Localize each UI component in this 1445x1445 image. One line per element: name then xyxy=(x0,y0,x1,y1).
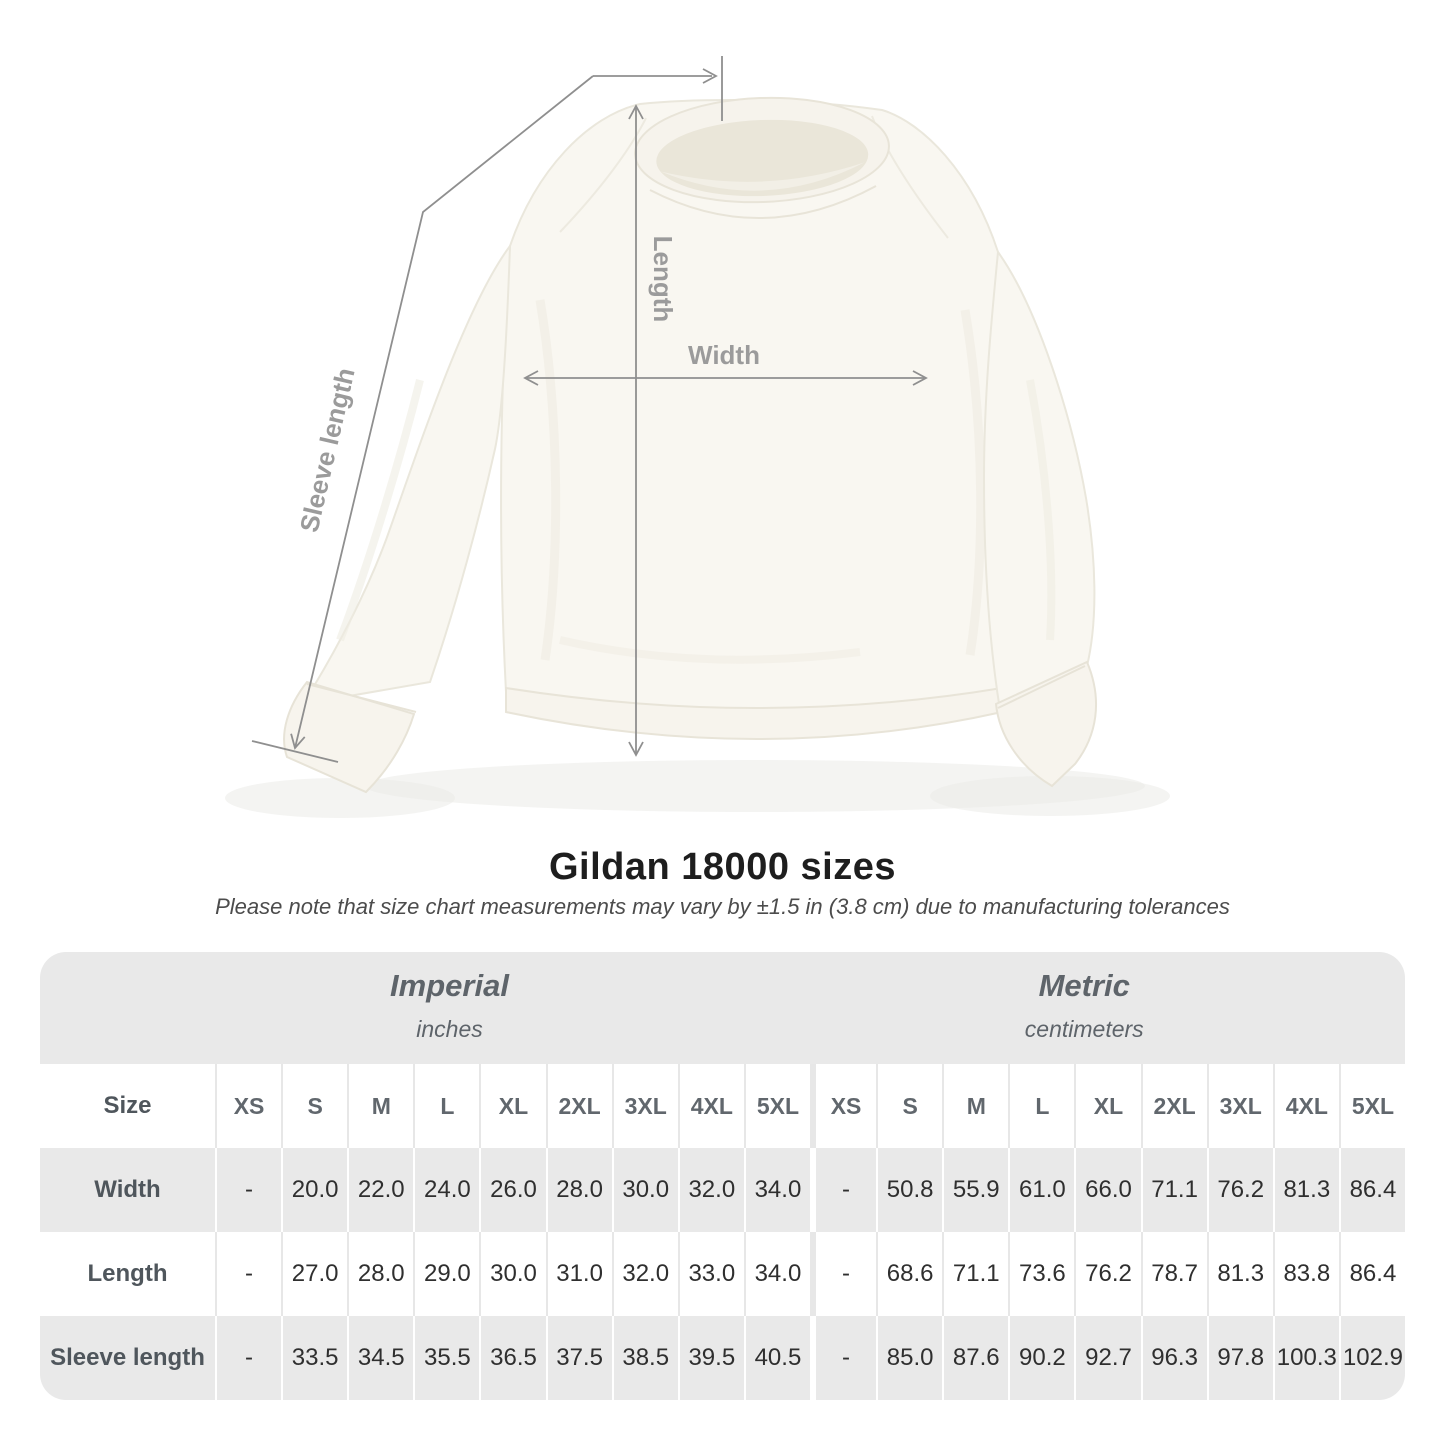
table-cell: 31.0 xyxy=(546,1232,612,1316)
table-cell: 78.7 xyxy=(1141,1232,1207,1316)
table-row xyxy=(40,1148,1405,1232)
table-cell: - xyxy=(215,1148,281,1232)
table-header-row xyxy=(40,1064,1405,1148)
table-cell: 71.1 xyxy=(942,1232,1008,1316)
imperial-group-header xyxy=(390,968,509,1043)
row-label: Sleeve length xyxy=(50,1344,205,1371)
table-cell: 40.5 xyxy=(744,1316,810,1400)
table-cell: 61.0 xyxy=(1008,1148,1074,1232)
table-cell: 30.0 xyxy=(612,1148,678,1232)
metric-group-label: Metric xyxy=(1038,968,1130,1003)
table-cell: 97.8 xyxy=(1207,1316,1273,1400)
table-cell: 81.3 xyxy=(1207,1232,1273,1316)
table-cell: 92.7 xyxy=(1074,1316,1140,1400)
table-cell: 50.8 xyxy=(876,1148,942,1232)
size-header-metric-S: S xyxy=(876,1064,942,1148)
table-cell: 33.0 xyxy=(678,1232,744,1316)
table-cell: 83.8 xyxy=(1273,1232,1339,1316)
table-cell: 81.3 xyxy=(1273,1148,1339,1232)
size-header-metric-M: M xyxy=(942,1064,1008,1148)
table-cell: 71.1 xyxy=(1141,1148,1207,1232)
table-cell: - xyxy=(810,1232,876,1316)
table-cell: 55.9 xyxy=(942,1148,1008,1232)
size-header-imperial-XS: XS xyxy=(215,1064,281,1148)
table-cell: - xyxy=(215,1232,281,1316)
metric-group-header xyxy=(1025,968,1144,1043)
sleeve-length-label: Sleeve length xyxy=(293,364,361,536)
size-header-metric-XL: XL xyxy=(1074,1064,1140,1148)
table-cell: - xyxy=(810,1316,876,1400)
page-title: Gildan 18000 sizes xyxy=(549,846,896,888)
size-header-metric-XS: XS xyxy=(810,1064,876,1148)
imperial-group-unit: inches xyxy=(416,1016,483,1042)
table-cell: 100.3 xyxy=(1273,1316,1339,1400)
table-cell: 29.0 xyxy=(413,1232,479,1316)
unit-group-band xyxy=(40,952,1405,1064)
table-cell: - xyxy=(810,1148,876,1232)
table-cell: - xyxy=(215,1316,281,1400)
row-header-label: Size xyxy=(103,1092,152,1119)
size-header-metric-4XL: 4XL xyxy=(1273,1064,1339,1148)
size-header-imperial-4XL: 4XL xyxy=(678,1064,744,1148)
tolerance-note: Please note that size chart measurements may vary by ±1.5 in (3.8 cm) due to manufacturing tolerances xyxy=(215,894,1230,919)
table-cell: 66.0 xyxy=(1074,1148,1140,1232)
width-label: Width xyxy=(688,340,760,370)
row-label: Length xyxy=(87,1260,168,1287)
size-header-imperial-M: M xyxy=(347,1064,413,1148)
table-cell: 22.0 xyxy=(347,1148,413,1232)
metric-group-unit: centimeters xyxy=(1024,1016,1144,1042)
table-cell: 73.6 xyxy=(1008,1232,1074,1316)
table-cell: 39.5 xyxy=(678,1316,744,1400)
table-cell: 34.5 xyxy=(347,1316,413,1400)
size-table xyxy=(40,952,1405,1400)
table-cell: 90.2 xyxy=(1008,1316,1074,1400)
row-label: Width xyxy=(94,1176,161,1203)
size-header-metric-5XL: 5XL xyxy=(1339,1064,1405,1148)
table-cell: 96.3 xyxy=(1141,1316,1207,1400)
table-row xyxy=(40,1232,1405,1316)
length-label: Length xyxy=(648,235,678,323)
table-cell: 102.9 xyxy=(1339,1316,1405,1400)
table-cell: 26.0 xyxy=(479,1148,545,1232)
table-cell: 86.4 xyxy=(1339,1148,1405,1232)
table-cell: 24.0 xyxy=(413,1148,479,1232)
sweatshirt-graphic xyxy=(284,94,1096,792)
table-cell: 34.0 xyxy=(744,1148,810,1232)
table-cell: 33.5 xyxy=(281,1316,347,1400)
table-row xyxy=(40,1316,1405,1400)
size-table-rows xyxy=(40,1064,1405,1400)
size-header-imperial-XL: XL xyxy=(479,1064,545,1148)
size-header-metric-3XL: 3XL xyxy=(1207,1064,1273,1148)
size-header-imperial-3XL: 3XL xyxy=(612,1064,678,1148)
table-cell: 30.0 xyxy=(479,1232,545,1316)
imperial-group-label: Imperial xyxy=(390,968,509,1003)
table-cell: 76.2 xyxy=(1074,1232,1140,1316)
table-cell: 85.0 xyxy=(876,1316,942,1400)
size-header-imperial-S: S xyxy=(281,1064,347,1148)
table-cell: 28.0 xyxy=(347,1232,413,1316)
table-cell: 35.5 xyxy=(413,1316,479,1400)
size-header-imperial-2XL: 2XL xyxy=(546,1064,612,1148)
size-header-metric-2XL: 2XL xyxy=(1141,1064,1207,1148)
table-cell: 86.4 xyxy=(1339,1232,1405,1316)
table-cell: 27.0 xyxy=(281,1232,347,1316)
table-cell: 87.6 xyxy=(942,1316,1008,1400)
size-header-imperial-5XL: 5XL xyxy=(744,1064,810,1148)
table-cell: 36.5 xyxy=(479,1316,545,1400)
table-cell: 68.6 xyxy=(876,1232,942,1316)
table-cell: 20.0 xyxy=(281,1148,347,1232)
table-cell: 32.0 xyxy=(612,1232,678,1316)
size-header-imperial-L: L xyxy=(413,1064,479,1148)
table-cell: 34.0 xyxy=(744,1232,810,1316)
table-cell: 32.0 xyxy=(678,1148,744,1232)
size-header-metric-L: L xyxy=(1008,1064,1074,1148)
table-cell: 38.5 xyxy=(612,1316,678,1400)
table-cell: 37.5 xyxy=(546,1316,612,1400)
table-cell: 28.0 xyxy=(546,1148,612,1232)
table-cell: 76.2 xyxy=(1207,1148,1273,1232)
